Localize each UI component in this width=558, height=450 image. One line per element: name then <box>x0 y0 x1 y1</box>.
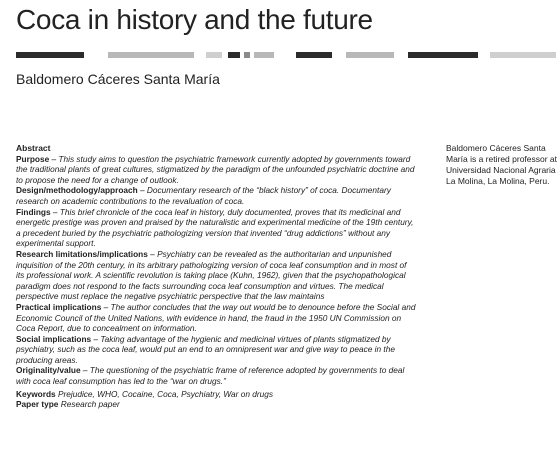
author-bio-text: Baldomero Cáceres Santa María is a retired professor at Universidad Nacional Agraria La Molina, La Molina, Peru. <box>446 143 558 186</box>
paper-type <box>16 399 416 410</box>
author-name: Baldomero Cáceres Santa María <box>16 71 220 87</box>
section-text: – The author concludes that the way out would be to denounce before the Social and Economic Council of the United Nations, with evidence in hand, the fraud in the 1950 UN Commission on Coca Report, due to concealment on information. <box>16 301 416 334</box>
title-rule <box>16 52 556 58</box>
section-label: Social implications <box>16 333 92 344</box>
rule-segment <box>296 52 332 58</box>
section-label: Purpose <box>16 153 50 164</box>
rule-segment <box>490 52 556 58</box>
keywords-text: Prejudice, WHO, Cocaine, Coca, Psychiatry, War on drugs <box>55 388 273 399</box>
section-text: – This study aims to question the psychiatric framework currently adopted by governments toward the traditional plants of great cultures, stigmatized by the paradigm of the unfounded psychiatric doctrine and to propose the need for a change of outlook. <box>16 153 415 185</box>
rule-segment <box>408 52 478 58</box>
abstract-section-purpose <box>16 154 416 186</box>
abstract-section-limitations <box>16 249 416 302</box>
section-text: – Taking advantage of the hygienic and medicinal virtues of plants stigmatized by psychiatry, such as the coca leaf, would put an end to an omnipresent war and give way to peace in the producing areas. <box>16 333 395 365</box>
section-label: Design/methodology/approach <box>16 185 138 196</box>
section-label: Practical implications <box>16 301 102 312</box>
abstract-section-practical <box>16 302 416 334</box>
section-label: Originality/value <box>16 365 81 376</box>
paper-type-label: Paper type <box>16 399 59 410</box>
rule-segment <box>206 52 222 58</box>
section-text: – Psychiatry can be revealed as the authoritarian and unpunished inquisition of the 20th century, in its arbitrary pathologizing version of coca leaf consumption and in most of its professional work. A scientific revolution is taking place (Kuhn, 1962), given that the psychopathological paradigm does not respond to the facts surrounding coca leaf consumption and virtues. The medical perspective must replace the negative psychiatric perspective that the law maintains <box>16 248 407 302</box>
rule-segment <box>254 52 274 58</box>
keywords <box>16 389 416 400</box>
rule-segment <box>346 52 394 58</box>
abstract-section-social <box>16 334 416 366</box>
section-text: – Documentary research of the “black history” of coca. Documentary research on academic contributions to the revaluation of coca. <box>16 185 391 206</box>
abstract-section-findings <box>16 207 416 249</box>
rule-segment <box>228 52 240 58</box>
abstract-heading: Abstract <box>16 143 51 153</box>
author-bio <box>446 143 558 187</box>
abstract-section-design <box>16 185 416 206</box>
rule-segment <box>244 52 250 58</box>
paper-type-text: Research paper <box>58 399 120 410</box>
article-title: Coca in history and the future <box>16 4 373 35</box>
section-text: – The questioning of the psychiatric frame of reference adopted by governments to deal with coca leaf consumption has led to the “war on drugs.” <box>16 365 405 387</box>
keywords-label: Keywords <box>16 388 56 399</box>
rule-segment <box>16 52 84 58</box>
section-label: Research limitations/implications <box>16 248 148 259</box>
abstract-section-originality <box>16 365 416 386</box>
section-text: – This brief chronicle of the coca leaf in history, duly documented, proves that its medicinal and energetic prestige was proven and praised by the naturalistic and experimental medicine of the 19th century, a precedent buried by the psychiatric pathologizing version that invented “drug addictions” without any experimental support. <box>16 206 414 249</box>
section-label: Findings <box>16 206 51 217</box>
rule-segment <box>108 52 194 58</box>
abstract <box>16 143 416 410</box>
